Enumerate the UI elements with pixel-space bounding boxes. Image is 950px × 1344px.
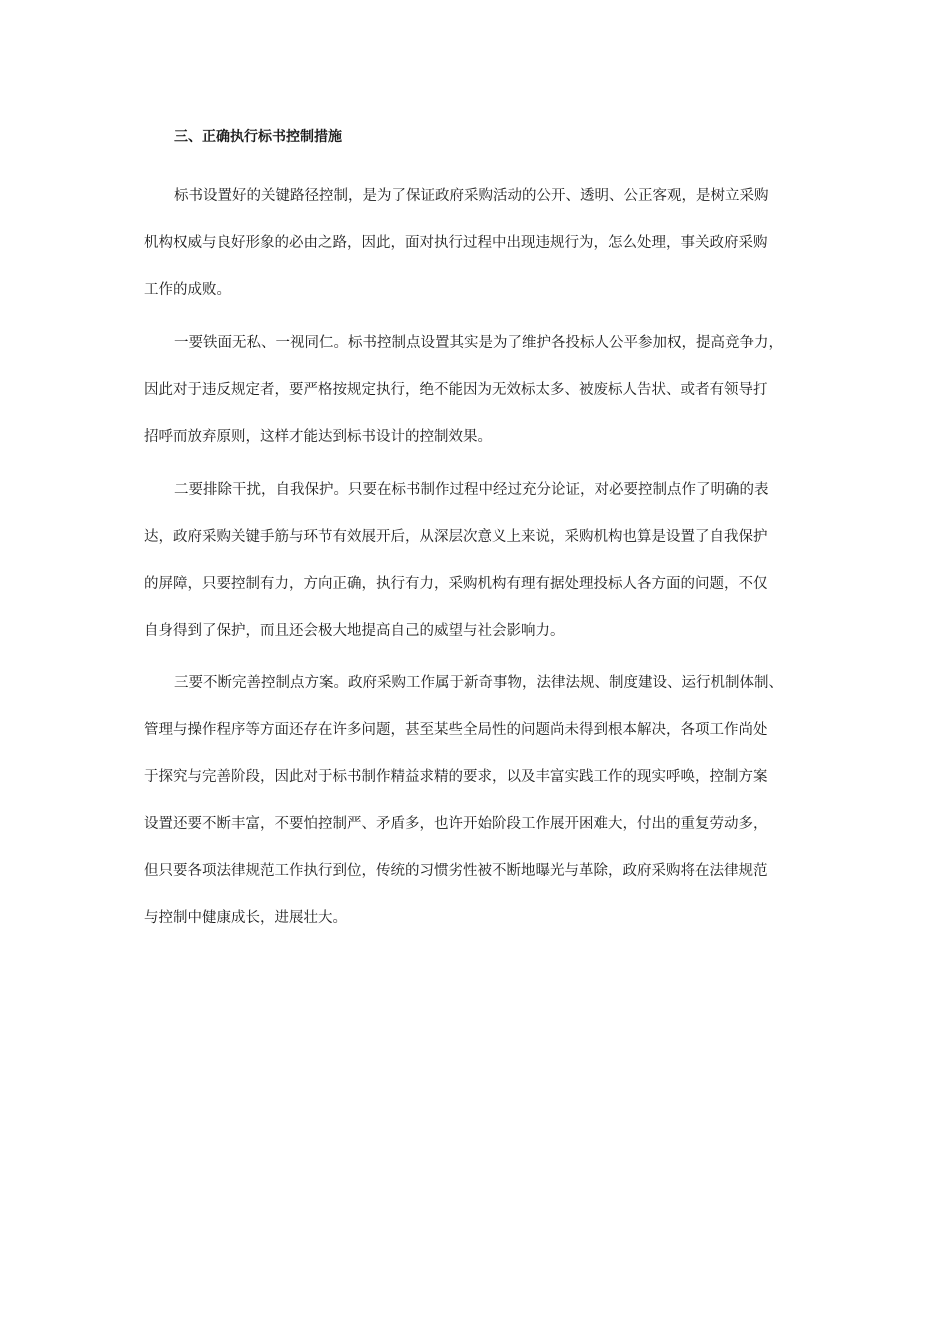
paragraph-path-control [144,173,808,314]
paragraph-line: 设置还要不断丰富，不要怕控制严、矛盾多，也许开始阶段工作展开困难大，付出的重复劳动多， [144,816,768,832]
paragraph-improve-scheme [144,660,808,942]
paragraph-self-protection [144,467,808,655]
paragraph-line: 一要铁面无私、一视同仁。标书控制点设置其实是为了维护各投标人公平参加权，提高竞争力， [174,335,783,351]
paragraph-line: 机构权威与良好形象的必由之路，因此，面对执行过程中出现违规行为，怎么处理，事关政府采购 [144,235,768,251]
paragraph-line: 自身得到了保护，而且还会极大地提高自己的威望与社会影响力。 [144,623,565,639]
paragraph-impartiality [144,320,808,461]
paragraph-line: 工作的成败。 [144,282,231,298]
paragraph-line: 与控制中健康成长，进展壮大。 [144,910,347,926]
paragraph-line: 二要排除干扰，自我保护。只要在标书制作过程中经过充分论证，对必要控制点作了明确的表 [174,482,769,498]
paragraph-line: 三要不断完善控制点方案。政府采购工作属于新奇事物，法律法规、制度建设、运行机制体制、 [174,675,783,691]
paragraph-line: 标书设置好的关键路径控制，是为了保证政府采购活动的公开、透明、公正客观，是树立采购 [174,188,769,204]
section-heading: 三、正确执行标书控制措施 [174,129,342,145]
paragraph-line: 于探究与完善阶段，因此对于标书制作精益求精的要求，以及丰富实践工作的现实呼唤，控制方案 [144,769,768,785]
paragraph-line: 达，政府采购关键手筋与环节有效展开后，从深层次意义上来说，采购机构也算是设置了自我保护 [144,529,768,545]
paragraph-line: 但只要各项法律规范工作执行到位，传统的习惯劣性被不断地曝光与革除，政府采购将在法律规范 [144,863,768,879]
paragraph-line: 管理与操作程序等方面还存在许多问题，甚至某些全局性的问题尚未得到根本解决，各项工作尚处 [144,722,768,738]
paragraph-line: 因此对于违反规定者，要严格按规定执行，绝不能因为无效标太多、被废标人告状、或者有领导打 [144,382,768,398]
paragraph-line: 招呼而放弃原则，这样才能达到标书设计的控制效果。 [144,429,492,445]
paragraph-line: 的屏障，只要控制有力，方向正确，执行有力，采购机构有理有据处理投标人各方面的问题，不仅 [144,576,768,592]
